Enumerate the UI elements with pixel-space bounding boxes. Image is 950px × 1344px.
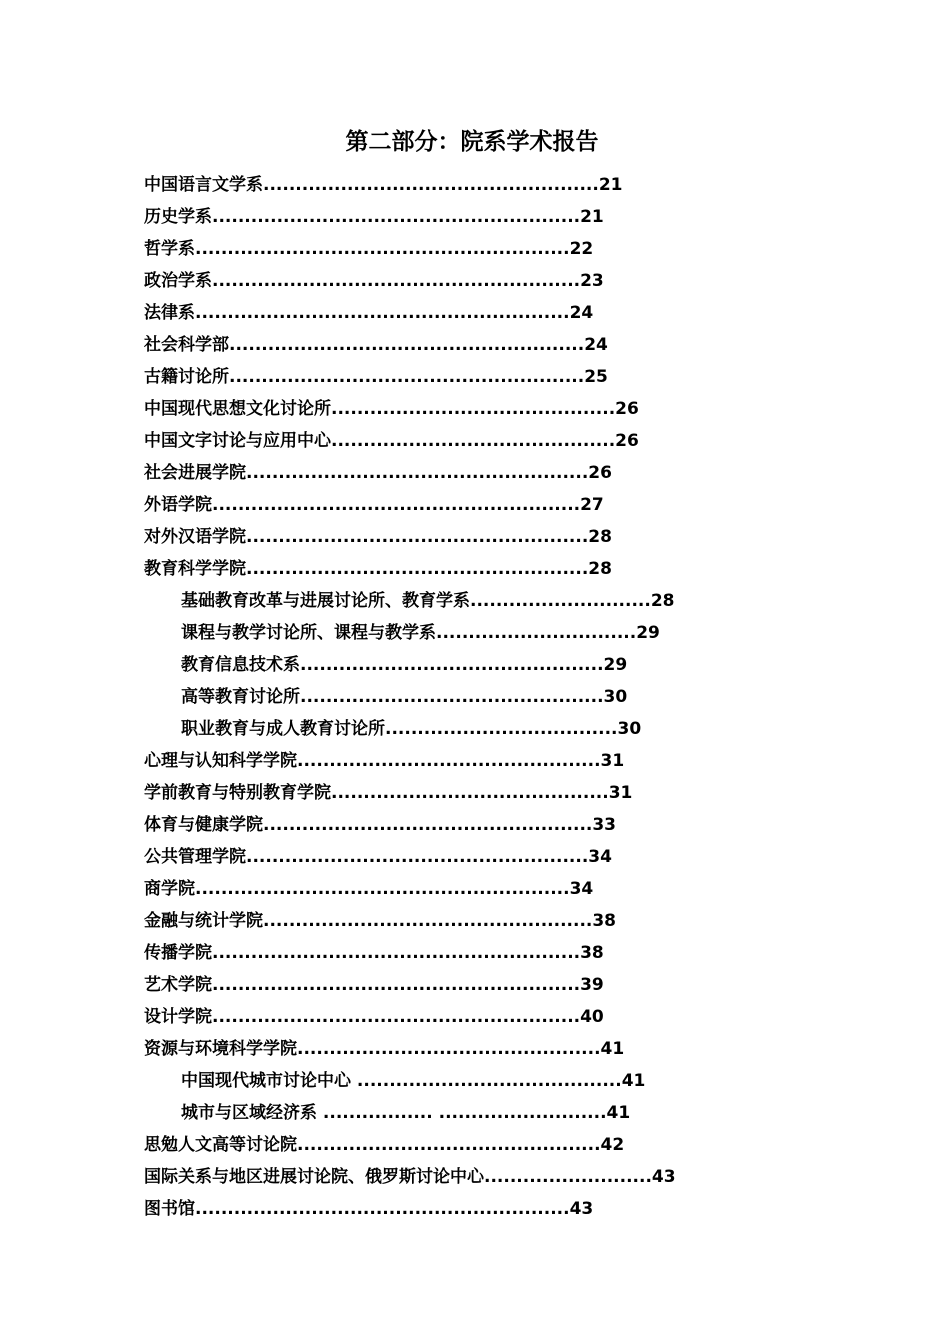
toc-entry: 中国文字讨论与应用中心............................................26 bbox=[144, 431, 639, 451]
toc-entry: 商学院..........................................................34 bbox=[144, 879, 594, 899]
toc-subentry: 高等教育讨论所...............................................30 bbox=[181, 687, 628, 707]
toc-entry: 社会进展学院.....................................................26 bbox=[144, 463, 612, 483]
page-title: 第二部分：院系学术报告 bbox=[345, 129, 599, 155]
toc-entry: 金融与统计学院...................................................38 bbox=[144, 911, 617, 931]
toc-entry: 外语学院.........................................................27 bbox=[144, 495, 604, 515]
toc-subentry: 城市与区域经济系 ................. ..........................41 bbox=[181, 1103, 631, 1123]
toc-entry: 传播学院.........................................................38 bbox=[144, 943, 604, 963]
toc-entry: 资源与环境科学学院...............................................41 bbox=[144, 1039, 625, 1059]
toc-entry: 教育科学学院.....................................................28 bbox=[144, 559, 612, 579]
toc-entry: 中国现代思想文化讨论所............................................26 bbox=[144, 399, 639, 419]
toc-entry: 哲学系..........................................................22 bbox=[144, 239, 594, 259]
toc-entry: 法律系..........................................................24 bbox=[144, 303, 594, 323]
toc-entry: 历史学系.........................................................21 bbox=[144, 207, 604, 227]
toc-subentry: 基础教育改革与进展讨论所、教育学系............................28 bbox=[181, 591, 675, 611]
toc-subentry: 中国现代城市讨论中心 .........................................41 bbox=[181, 1071, 646, 1091]
toc-entry: 古籍讨论所.......................................................25 bbox=[144, 367, 608, 387]
toc-entry: 图书馆..........................................................43 bbox=[144, 1199, 594, 1219]
toc-entry: 学前教育与特别教育学院...........................................31 bbox=[144, 783, 633, 803]
toc-entry: 思勉人文高等讨论院...............................................42 bbox=[144, 1135, 625, 1155]
toc-entry: 国际关系与地区进展讨论院、俄罗斯讨论中心..........................43 bbox=[144, 1167, 676, 1187]
toc-entry: 对外汉语学院.....................................................28 bbox=[144, 527, 612, 547]
toc-subentry: 职业教育与成人教育讨论所....................................30 bbox=[181, 719, 642, 739]
toc-entry: 公共管理学院.....................................................34 bbox=[144, 847, 612, 867]
toc-entry: 政治学系.........................................................23 bbox=[144, 271, 604, 291]
toc-entry: 中国语言文学系....................................................21 bbox=[144, 175, 623, 195]
toc-subentry: 教育信息技术系...............................................29 bbox=[181, 655, 628, 675]
toc-entry: 设计学院.........................................................40 bbox=[144, 1007, 604, 1027]
toc-subentry: 课程与教学讨论所、课程与教学系...............................29 bbox=[181, 623, 660, 643]
toc-entry: 心理与认知科学学院...............................................31 bbox=[144, 751, 625, 771]
toc-entry: 艺术学院.........................................................39 bbox=[144, 975, 604, 995]
toc-entry: 社会科学部.......................................................24 bbox=[144, 335, 608, 355]
toc-entry: 体育与健康学院...................................................33 bbox=[144, 815, 617, 835]
